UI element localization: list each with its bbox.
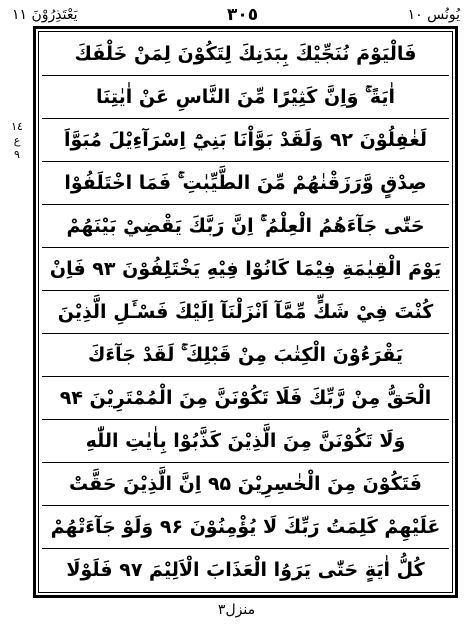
ruku-sub: ١٤ bbox=[11, 120, 23, 133]
text-line: اٰيَةً ۚ وَاِنَّ كَثِيْرًا مِّنَ النَّاسِ عَنْ اٰيٰتِنَا bbox=[42, 76, 449, 119]
page-number: ٣٠٥ bbox=[227, 5, 259, 25]
ruku-margin-mark bbox=[4, 118, 30, 164]
juz-label: يَعْتَذِرُوْنَ ١١ bbox=[12, 7, 78, 23]
quran-text-block bbox=[42, 33, 449, 591]
manzil-footer: منزل٣ bbox=[217, 602, 256, 618]
text-line: كُنْتَ فِيْ شَكٍّ مِّمَّآ اَنْزَلْنَآ اِلَيْكَ فَسْـَٔلِ الَّذِيْنَ bbox=[42, 291, 449, 334]
page-header bbox=[12, 4, 460, 26]
text-line: لَغٰفِلُوْنَ ۹۲ وَلَقَدْ بَوَّاْنَا بَنِيْٓ اِسْرَآءِيْلَ مُبَوَّاَ bbox=[42, 119, 449, 162]
ruku-letter: ع bbox=[13, 134, 21, 147]
text-line: يَوْمَ الْقِيٰمَةِ فِيْمَا كَانُوْا فِيْهِ يَخْتَلِفُوْنَ ۹۳ فَاِنْ bbox=[42, 248, 449, 291]
text-line: الْحَقُّ مِنْ رَّبِّكَ فَلَا تَكُوْنَنَّ مِنَ الْمُمْتَرِيْنَ ۹۴ bbox=[42, 377, 449, 420]
text-line: فَالْيَوْمَ نُنَجِّيْكَ بِبَدَنِكَ لِتَكُوْنَ لِمَنْ خَلْفَكَ bbox=[42, 33, 449, 76]
text-line: يَقْرَءُوْنَ الْكِتٰبَ مِنْ قَبْلِكَ ۚ لَقَدْ جَآءَكَ bbox=[42, 334, 449, 377]
text-line: عَلَيْهِمْ كَلِمَتُ رَبِّكَ لَا يُؤْمِنُوْنَ ۹۶ وَلَوْ جَآءَتْهُمْ bbox=[42, 506, 449, 549]
ruku-number: ٩ bbox=[14, 148, 20, 161]
surah-label: يُونُس ١٠ bbox=[407, 7, 460, 23]
text-line: فَتَكُوْنَ مِنَ الْخٰسِرِيْنَ ۹۵ اِنَّ الَّذِيْنَ حَقَّتْ bbox=[42, 463, 449, 506]
text-line: وَلَا تَكُوْنَنَّ مِنَ الَّذِيْنَ كَذَّبُوْا بِاٰيٰتِ اللّٰهِ bbox=[42, 420, 449, 463]
text-line: صِدْقٍ وَّرَزَقْنٰهُمْ مِّنَ الطَّيِّبٰتِ ۚ فَمَا اخْتَلَفُوْا bbox=[42, 162, 449, 205]
text-line: حَتّٰى جَآءَهُمُ الْعِلْمُ ۚ اِنَّ رَبَّكَ يَقْضِيْ بَيْنَهُمْ bbox=[42, 205, 449, 248]
text-line: كُلُّ اٰيَةٍ حَتّٰى يَرَوُا الْعَذَابَ الْاَلِيْمَ ۹۷ فَلَوْلَا bbox=[66, 559, 425, 581]
